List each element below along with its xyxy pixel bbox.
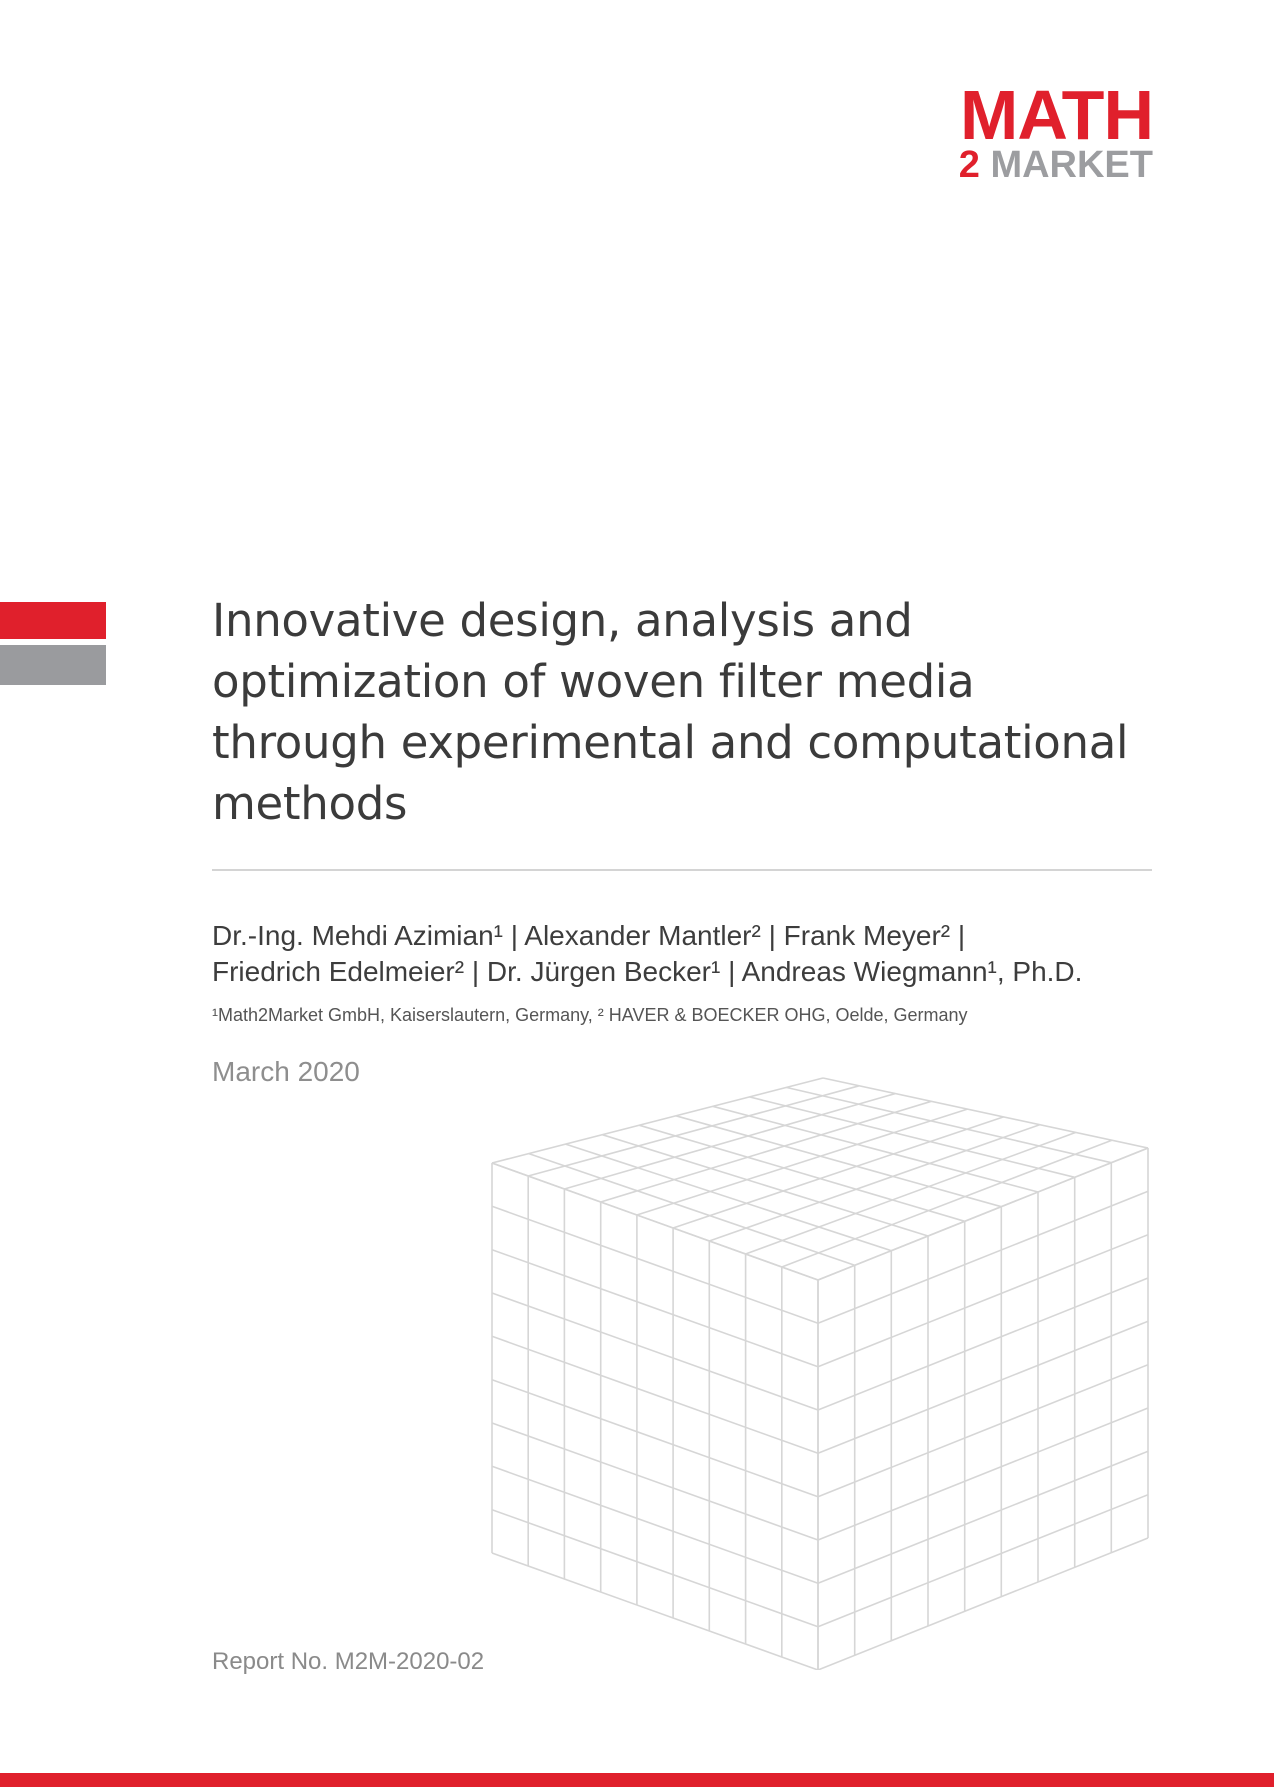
wireframe-cube-icon [480,1070,1160,1670]
cube-right-grid-line [818,1365,1148,1497]
cube-top-grid-line [749,1097,1074,1177]
cube-right-grid-line [818,1278,1148,1410]
side-accent-red [0,602,106,639]
cube-right-grid-line [818,1451,1148,1583]
cube-left-grid-line [492,1423,818,1540]
cube-top-grid-line [637,1109,968,1215]
author-list [212,918,1172,990]
cube-right-grid-line [818,1148,1148,1280]
cube-left-grid-line [492,1336,818,1453]
logo-market-text [933,146,1153,184]
logo-math-text: MATH [960,76,1153,154]
cube-top-grid-line [823,1078,1148,1148]
author-line-2: Friedrich Edelmeier² | Dr. Jürgen Becker¹ | Andreas Wiegmann¹, Ph.D. [212,956,1083,987]
title-divider [212,869,1152,871]
cube-left-grid-line [492,1206,818,1323]
report-number: Report No. M2M-2020-02 [212,1648,485,1675]
cube-grid-lines [492,1078,1148,1670]
cube-left-grid-line [492,1293,818,1410]
affiliations: ¹Math2Market GmbH, Kaiserslautern, Germany, ² HAVER & BOECKER OHG, Oelde, Germany [212,1005,968,1025]
cube-top-grid-line [639,1125,965,1221]
cube-right-grid-line [818,1538,1148,1670]
cube-left-grid-line [492,1380,818,1497]
cube-top-grid-line [529,1154,855,1266]
cube-right-grid-line [818,1191,1148,1323]
cube-right-grid-line [818,1408,1148,1540]
cube-top-grid-line [746,1132,1076,1254]
cube-right-grid-line [818,1321,1148,1453]
cube-left-grid-line [492,1510,818,1627]
cube-right-grid-line [818,1495,1148,1627]
cube-left-grid-line [492,1250,818,1367]
logo-market-word: MARKET [990,144,1153,186]
math2market-logo [933,76,1153,186]
cube-top-grid-line [492,1078,823,1163]
cube-left-grid-line [492,1466,818,1583]
cube-left-grid-line [492,1553,818,1670]
author-line-1: Dr.-Ing. Mehdi Azimian¹ | Alexander Mantler² | Frank Meyer² | [212,920,966,951]
side-accent-grey [0,645,106,685]
cube-right-grid-line [818,1235,1148,1367]
bottom-accent-bar [0,1773,1274,1787]
report-title: Innovative design, analysis and optimization of woven filter media through experimental and computational methods [212,594,1129,830]
logo-two-text: 2 [958,144,980,186]
cube-left-grid-line [492,1163,818,1280]
report-date: March 2020 [212,1056,360,1087]
